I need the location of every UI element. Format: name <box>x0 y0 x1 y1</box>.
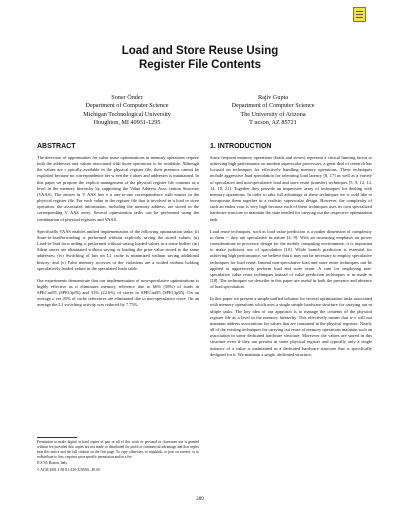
author-institution: Michigan Technological University <box>83 110 171 118</box>
author-address: T ucson, AZ 85721 <box>249 118 297 126</box>
footnote-copyright: © ACM 2001 1-58113-410-X/05/06...$5.00 <box>37 467 100 472</box>
abstract-column <box>37 155 199 433</box>
permission-footnote <box>37 440 199 486</box>
abstract-heading: ABSTRACT <box>37 143 76 150</box>
footnote-divider <box>37 437 77 438</box>
abstract-paragraph: The detection of opportunities for value reuse optimizations in memory operations require both the addresses and values associated with those operations to be available. Although the values are t ypically available in the physical register file, their presence cannot be exploited because no correspondence bet w een the v alues and addresses is maintained. In this paper we propose the explicit management of the physical register file contents as a level in the memory hierarchy by supporting the Value Address Asso ciation Structure (VAAS). The entries in V AAS hav e a one-to-one correspondence with entries in the physical register file. For each value in the register file that is involved in a load or store operation, the associated information, including the memory address, are stored in the corresponding V AAS entry. Several optimization tasks can be performed using the combination of physical registers and VAAS. <box>37 155 199 222</box>
footnote-conference: ICS '05 Boston, Italy <box>37 461 68 466</box>
author-institution: The University of Arizona <box>240 110 306 118</box>
footnote-permission-text: Permission to make digital or hard copies of part or all of this work or personal or classroom use is granted without fee provided that copies are not made or distributed for profit or commercial advantage and that copies bear this notice and the full citation on the first page. To copy otherwise, to republish, to post on servers, or to redistribute to lists, requires prior specific permission and/or a fee. <box>37 440 199 459</box>
author-address: Houghton, MI 49931-1295 <box>93 118 161 126</box>
document-icon <box>353 7 366 22</box>
introduction-heading: 1. INTRODUCTION <box>210 143 272 150</box>
author-block-1 <box>57 94 197 127</box>
author-block-2 <box>203 94 343 127</box>
introduction-column <box>210 155 372 485</box>
abstract-paragraph: Our experiments demonstrate that our implementation of non-speculative optimizations is highly effective as it eliminates memory reference due to 66% (58%) of loads in SPECint95 (SPECfp95) and 31% (22.6%) of stores in SPECint95 (SPECfp95). On an average o ver 45% of cache references are eliminated due to non-speculative reuse. On an average the L1 switching activity was reduced by 7.75%. <box>37 277 199 308</box>
introduction-paragraph: Since frequent memory operations (loads and stores) represent a critical limiting factor to achieving high performance on modern superscalar processors, a great deal of research has focused on techniques for effectively handling memory operations. These techniques include aggressive load speculation for tolerating load latency [8, 17] as well as a variety of speculative and non-speculative load and store reuse (transfer) techniques [5, 9, 12, 13, 14, 18, 21]. Together they provide an impressive array of techniques for dealing with memory operations. In order to take full advantage of these techniques we w ould like to incorporate them together in a realistic superscalar design. However, the complexity of such an endea vour is very high because each of these techniques uses its own specialized hardware structure to maintain the state needed for carrying out the respective optimization task. <box>210 155 372 222</box>
introduction-paragraph: In this paper we present a simple unified solution for several optimization tasks associated with memory operations which uses a single simple hardware structure for carrying out m ultiple tasks. The key idea of our approach is to manage the contents of the physical register file as a level in the memory hierarchy. This effectively means that w e will not maintain address associations for values that are contained in the physical registers. Nearly all of the existing techniques for carrying out reuse of memory operations maintain such an association in some dedicated hardware structure. Moreover the values are stored in this structure even if they are present in some physical register and typically only a single instance of a value is maintained in a dedicated hardware structure that is specifically designed for it. We maintain a single, dedicated structure, <box>210 296 372 357</box>
paper-title-line-1: Load and Store Reuse Using <box>121 45 279 57</box>
author-name: Soner Önder <box>111 94 143 101</box>
author-name: Rajiv Gupta <box>257 94 289 101</box>
page-number: 289 <box>196 496 204 502</box>
paper-title-line-2: Register File Contents <box>138 59 262 71</box>
author-department: Department of Computer Science <box>231 102 315 110</box>
author-department: Department of Computer Science <box>85 102 169 110</box>
abstract-paragraph: Specifically VAAS enables unified implementation of the following optimization tasks: (i) Store-to-loadforwarding is performed without explicitly saving the stored values; (ii) Load-to-load forw arding is performed without saving loaded values in a reuse buffer; (iii) Silent stores are eliminated without saving or loading the prior value stored to the same addresses; (iv) Switching of bits on L1 cache is minimized without saving additional history; and (v) False memory accesses or der violations are a voided without holding speculatively loaded values in the speculated loads table. <box>37 228 199 271</box>
introduction-paragraph: Load reuse techniques, such as load value prediction is a nother dimension of complexity to them -- they are speculative in nature [4, 9]. With an increasing emphasis on power considerations in processor design for the mobile computing environment, it is important to make judicious use of speculation [10]. While branch prediction is essential for achieving high performance, we believe that it may not be necessary to employ speculative techniques for load reuse. Instead non-speculative load and store reuse techniques can be applied to aggressively perform load and store reuse. A case for employing non-speculative value reuse techniques instead of value prediction techniques w as made in [18]. The techniques we describe in this paper are useful in both the presence and absence of load speculation. <box>210 228 372 290</box>
